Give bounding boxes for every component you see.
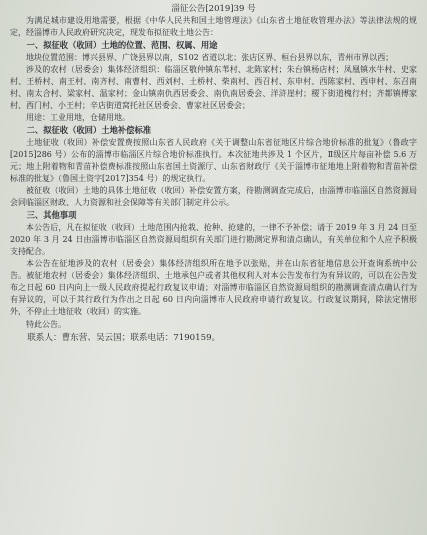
document-number: 淄征公告[2019]39 号 — [171, 4, 256, 14]
usage-paragraph: 用途：工业用地，仓储用地。 — [26, 113, 130, 123]
placement-plan-paragraph: 被征收（收回）土地的具体土地征收（收回）补偿安置方案，待勘测调查完成后，由淄博市临淄区自然资源局会同临淄区财政、人力资源和社会保障等有关部门制定并公示。 — [10, 185, 417, 208]
section-2-heading: 二、拟征收（收回）土地补偿标准 — [26, 125, 152, 136]
villages-paragraph: 涉及的农村（居委会）集体经济组织：临淄区敬仲镇东苇村、北陈家村；朱台镇杨店村；凤凰镇水牛村、史家村、王桥村、南王村、南齐村、南曹村、西刘村、土桥村、柴南村、西召村、东申村、西陈家村、西申村、东召南村、南太合村、梁家村、温家村；金山镇南仇西居委会、南仇南居委会、洋浒崖村；稷下街道槐行村；齐都镇傅家村、西门村、小王村；辛店街道窝托社区居委会、曹家社区居委会； — [10, 64, 417, 110]
location-paragraph: 地块位置范围：博兴县界、广饶县界以南，S102 省道以北；张店区界、桓台县界以东，青州市界以西； — [26, 52, 394, 62]
closing-line: 特此公告。 — [26, 320, 66, 330]
other-item-2-paragraph: 本公告在征地涉及的农村（居委会）集体经济组织所在地予以张贴，并在山东省征地信息公开查询系统中公告。被征地农村（居委会）集体经济组织、土地承包户或者其他权利人对本公告发布行为有异议的，可以在公告发布之日起 60 日内向上一级人民政府提起行政复议申请；对淄博市临淄区自然资源局组织的勘测调查清点确认行为有异议的，可以于其行政行为作出之日起 60 日内向淄博市人民政府申请行政复议。行政复议期间，除法定情形外，不停止土地征收（收回）的实施。 — [10, 258, 417, 317]
section-3-heading: 三、其他事项 — [26, 210, 77, 221]
section-1-heading: 一、拟征收（收回）土地的位置、范围、权属、用途 — [26, 40, 218, 51]
compensation-standard-paragraph: 土地征收（收回）补偿安置费按照山东省人民政府《关于调整山东省征地区片综合地价标准的批复》（鲁政字[2015]286 号）公布的淄博市临淄区片综合地价标准执行。本次征地共涉及 1 个区片，Ⅱ级区片每亩补偿 5.6 万元；地上附着物和青苗补偿费标准按照山东省国土资源厅、山东省财政厅《关于淄博市征地地上附着物和青苗补偿标准的批复》（鲁国土资字[2017]354 号）的规定执行。 — [10, 137, 417, 183]
other-item-1-paragraph: 本公告后，凡在拟征收（收回）土地范围内抢栽、抢种、抢建的，一律不予补偿；请于 2019 年 3 月 24 日至 2020 年 3 月 24 日由淄博市临淄区自然资源局组织有关部门进行勘测定界和清点确认，有关单位和个人应予积极支持配合。 — [10, 222, 417, 256]
contact-line: 联系人：曹东营、吴云国；联系电话：7190159。 — [27, 333, 221, 344]
intro-paragraph: 为满足城市建设用地需要，根据《中华人民共和国土地管理法》《山东省土地征收管理办法》等法律法规的规定，经淄博市人民政府研究决定，现发布拟征收土地公告： — [10, 16, 417, 38]
